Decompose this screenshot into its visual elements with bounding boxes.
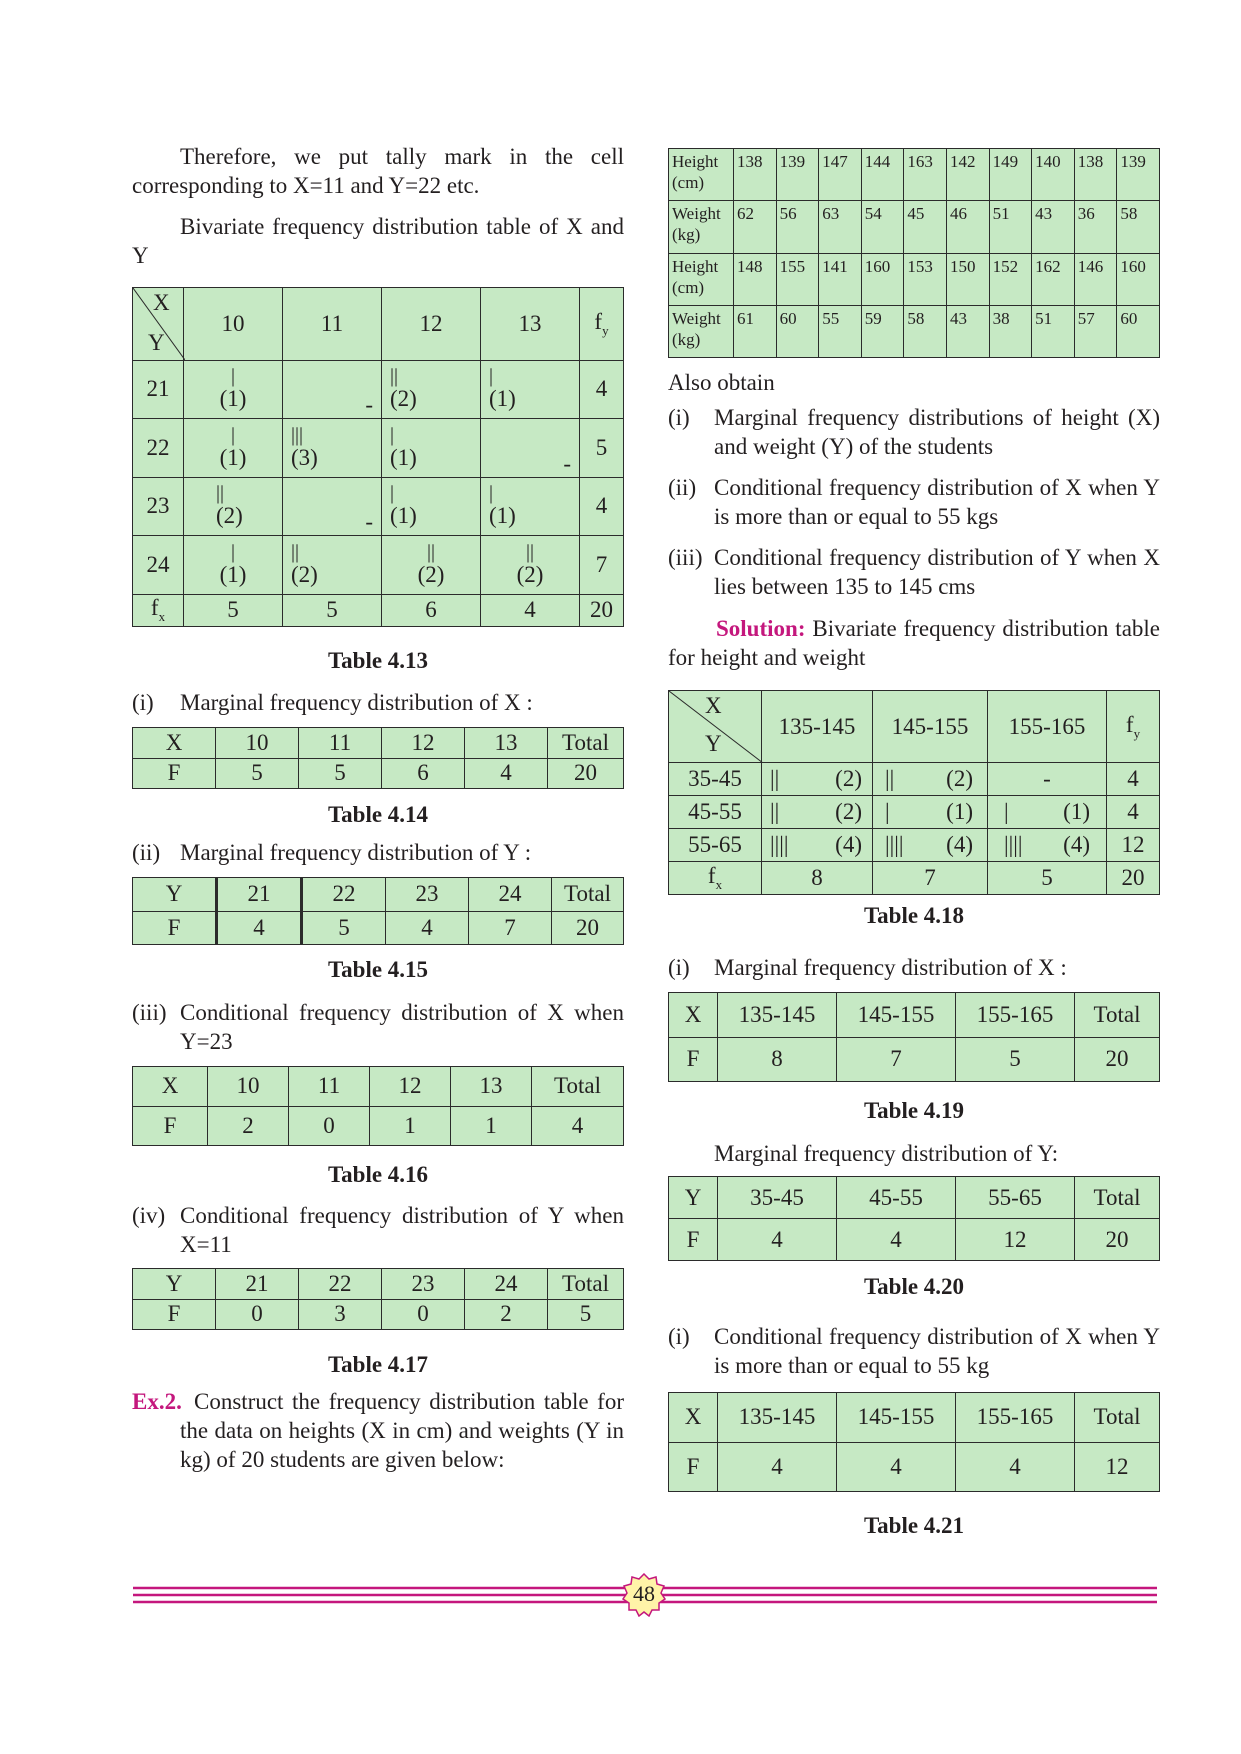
cell: 20 [552, 911, 624, 945]
fy-header [580, 288, 624, 361]
cell: Total [548, 728, 624, 759]
caption-4-17: Table 4.17 [327, 1352, 429, 1377]
cell: F [669, 1219, 718, 1261]
col-total: 5 [184, 594, 283, 626]
item-number: (iii) [668, 545, 703, 570]
cell: 139 [1117, 149, 1160, 201]
cell: 160 [1117, 253, 1160, 305]
tally-cell: || (2) [184, 477, 283, 536]
row-total: 4 [580, 360, 624, 419]
row-header: 45-55 [669, 796, 762, 829]
cell: 3 [299, 1299, 382, 1330]
cell: Total [532, 1067, 624, 1107]
cell: F [133, 758, 216, 789]
table-4-19 [668, 992, 1160, 1082]
cell: 146 [1074, 253, 1117, 305]
cell: 5 [302, 911, 386, 945]
example-text: Construct the frequency distribution table for the data on heights (X in cm) and weights (Y in kg) of 20 students are given below: [180, 1389, 624, 1472]
col-total: 4 [481, 594, 580, 626]
caption-4-21: Table 4.21 [863, 1513, 965, 1538]
tally-cell: |||| (4) [762, 829, 873, 862]
cell: 144 [861, 149, 904, 201]
cell: 135-145 [718, 993, 837, 1038]
cell: 147 [819, 149, 862, 201]
cell: 54 [861, 201, 904, 253]
cell: 148 [734, 253, 777, 305]
header-y: Y [148, 330, 165, 355]
cell: 23 [382, 1269, 465, 1300]
row-total: 12 [1107, 829, 1160, 862]
tally-cell: ||| (3) [283, 419, 382, 478]
cell: 155-165 [956, 993, 1075, 1038]
cell: 24 [465, 1269, 548, 1300]
tally-cell: || (2) [762, 763, 873, 796]
row-header: 55-65 [669, 829, 762, 862]
list-item-iii [132, 998, 624, 1058]
header-x: X [705, 693, 722, 718]
row-header: 21 [133, 360, 184, 419]
page-number-badge [622, 1573, 666, 1617]
item-text: Conditional frequency distribution of Y when X=11 [180, 1203, 624, 1257]
cell: 10 [216, 728, 299, 759]
tally-cell: || (2) [382, 536, 481, 595]
cell: 38 [989, 305, 1032, 357]
caption-4-15: Table 4.15 [327, 957, 429, 982]
cell: Total [1075, 993, 1160, 1038]
item-number: (iv) [132, 1203, 166, 1228]
cell: 5 [548, 1299, 624, 1330]
col-header: 13 [481, 288, 580, 361]
tally-cell: - [283, 477, 382, 536]
cell: 2 [465, 1299, 548, 1330]
cell: 141 [819, 253, 862, 305]
cell: 13 [451, 1067, 532, 1107]
cell: 62 [734, 201, 777, 253]
item-number: (ii) [132, 840, 161, 865]
cell: 58 [1117, 201, 1160, 253]
cell: 4 [217, 911, 302, 945]
cell: 12 [370, 1067, 451, 1107]
cell: X [133, 728, 216, 759]
row-header: 24 [133, 536, 184, 595]
list-item-i [132, 688, 624, 718]
tally-cell: |||| (4) [988, 829, 1107, 862]
item-number: (i) [668, 955, 690, 980]
cell: 57 [1074, 305, 1117, 357]
cell: 145-155 [837, 1393, 956, 1443]
cell: 55-65 [956, 1177, 1075, 1219]
bivariate-table-4-13 [132, 287, 624, 627]
cell: 162 [1032, 253, 1075, 305]
cell: 4 [837, 1442, 956, 1492]
list-item-i [668, 403, 1160, 463]
intro-paragraph-2: Bivariate frequency distribution table of X and Y [132, 214, 624, 268]
table-4-17 [132, 1268, 624, 1330]
item-number: (i) [132, 690, 154, 715]
corner-header [669, 691, 762, 763]
item-text: Conditional frequency distribution of X when Y=23 [180, 1000, 624, 1054]
caption-4-13: Table 4.13 [327, 648, 429, 673]
cell: 43 [1032, 201, 1075, 253]
list-item-i [668, 953, 1160, 983]
row-total: 7 [580, 536, 624, 595]
row-total: 5 [580, 419, 624, 478]
cell: 5 [216, 758, 299, 789]
col-header: 12 [382, 288, 481, 361]
table-4-15 [132, 877, 624, 945]
item-text: Marginal frequency distribution of Y : [180, 840, 532, 865]
tally-cell: || (2) [283, 536, 382, 595]
item-text: Marginal frequency distribution of X : [180, 690, 533, 715]
item-text: Conditional frequency distribution of Y when X lies between 135 to 145 cms [714, 545, 1160, 599]
cell: 155-165 [956, 1393, 1075, 1443]
tally-cell: | (1) [481, 360, 580, 419]
solution-text: Bivariate frequency distribution table for height and weight [668, 616, 1161, 670]
example-text-wrap [180, 1387, 624, 1474]
cell: 0 [382, 1299, 465, 1330]
cell: 4 [956, 1442, 1075, 1492]
cell: Y [133, 1269, 216, 1300]
raw-data-table [668, 148, 1160, 358]
list-item-iii [668, 543, 1160, 603]
fy-header [1107, 691, 1160, 763]
cell: 6 [382, 758, 465, 789]
cell: 24 [469, 878, 552, 912]
cell: 150 [946, 253, 989, 305]
tally-cell: | (1) [382, 477, 481, 536]
cell: F [669, 1037, 718, 1082]
row-header: 22 [133, 419, 184, 478]
also-obtain: Also obtain [668, 370, 775, 395]
tally-cell: || (2) [382, 360, 481, 419]
cell: 0 [289, 1106, 370, 1146]
cell: Weight (kg) [669, 305, 734, 357]
col-header: 135-145 [762, 691, 873, 763]
tally-cell: | (1) [184, 360, 283, 419]
cell: 0 [216, 1299, 299, 1330]
cell: F [133, 911, 217, 945]
cell: Total [1075, 1393, 1160, 1443]
fy-label: f [1125, 711, 1134, 737]
tally-cell: | (1) [988, 796, 1107, 829]
cell: 160 [861, 253, 904, 305]
cell: 4 [718, 1219, 837, 1261]
cell: 152 [989, 253, 1032, 305]
cell: 4 [465, 758, 548, 789]
tally-cell: |||| (4) [873, 829, 988, 862]
cell: Height (cm) [669, 149, 734, 201]
tally-cell: - [283, 360, 382, 419]
cell: 46 [946, 201, 989, 253]
item-text: Conditional frequency distribution of X when Y is more than or equal to 55 kg [714, 1324, 1160, 1378]
cell: 163 [904, 149, 947, 201]
row-total: 4 [1107, 763, 1160, 796]
tally-cell: || (2) [873, 763, 988, 796]
bivariate-table-4-18 [668, 690, 1160, 895]
header-x: X [153, 290, 170, 315]
caption-4-20: Table 4.20 [863, 1274, 965, 1299]
cell: 20 [548, 758, 624, 789]
caption-4-19: Table 4.19 [863, 1098, 965, 1123]
item-number: (ii) [668, 475, 697, 500]
item-number: (iii) [132, 1000, 167, 1025]
item-text: Marginal frequency distributions of height (X) and weight (Y) of the students [714, 405, 1160, 459]
col-total: 7 [873, 862, 988, 895]
cell: 56 [776, 201, 819, 253]
cell: 4 [837, 1219, 956, 1261]
cell: 135-145 [718, 1393, 837, 1443]
cell: 23 [386, 878, 469, 912]
table-4-21 [668, 1392, 1160, 1492]
list-item-i [668, 1322, 1160, 1382]
cell: 35-45 [718, 1177, 837, 1219]
col-header: 145-155 [873, 691, 988, 763]
fy-sub: y [602, 322, 609, 338]
cell: 140 [1032, 149, 1075, 201]
intro-paragraph: Therefore, we put tally mark in the cell corresponding to X=11 and Y=22 etc. [132, 144, 624, 198]
caption-4-14: Table 4.14 [327, 802, 429, 827]
cell: Y [133, 878, 217, 912]
col-header: 155-165 [988, 691, 1107, 763]
cell: 60 [1117, 305, 1160, 357]
cell: 60 [776, 305, 819, 357]
cell: 8 [718, 1037, 837, 1082]
cell: 20 [1075, 1219, 1160, 1261]
example-label: Ex.2. [132, 1389, 182, 1414]
cell: 149 [989, 149, 1032, 201]
fx-header: $f_x$ [133, 594, 184, 626]
cell: 11 [299, 728, 382, 759]
cell: 12 [382, 728, 465, 759]
tally-cell: || (2) [762, 796, 873, 829]
cell: Height (cm) [669, 253, 734, 305]
fx-header: $f_x$ [669, 862, 762, 895]
cell: 4 [386, 911, 469, 945]
header-y: Y [705, 731, 722, 756]
table-4-20 [668, 1176, 1160, 1261]
example-2 [132, 1387, 624, 1477]
col-total: 6 [382, 594, 481, 626]
list-item-iv [132, 1201, 624, 1261]
cell: 22 [299, 1269, 382, 1300]
table-4-14 [132, 727, 624, 789]
cell: Total [548, 1269, 624, 1300]
cell: 4 [718, 1442, 837, 1492]
cell: 12 [956, 1219, 1075, 1261]
tally-cell: | (1) [382, 419, 481, 478]
cell: 155 [776, 253, 819, 305]
cell: 51 [1032, 305, 1075, 357]
tally-cell: | (1) [873, 796, 988, 829]
solution-paragraph [668, 614, 1160, 672]
row-header: 23 [133, 477, 184, 536]
cell: 7 [469, 911, 552, 945]
grand-total: 20 [580, 594, 624, 626]
cell: Weight (kg) [669, 201, 734, 253]
cell: 139 [776, 149, 819, 201]
caption-4-16: Table 4.16 [327, 1162, 429, 1187]
cell: Total [1075, 1177, 1160, 1219]
col-header: 10 [184, 288, 283, 361]
cell: 58 [904, 305, 947, 357]
item-number: (i) [668, 405, 690, 430]
col-total: 5 [283, 594, 382, 626]
cell: 63 [819, 201, 862, 253]
col-header: 11 [283, 288, 382, 361]
cell: 153 [904, 253, 947, 305]
cell: 59 [861, 305, 904, 357]
cell: X [133, 1067, 208, 1107]
row-total: 4 [580, 477, 624, 536]
cell: 142 [946, 149, 989, 201]
cell: Y [669, 1177, 718, 1219]
page-number: 48 [633, 1581, 655, 1606]
col-total: 8 [762, 862, 873, 895]
col-total: 5 [988, 862, 1107, 895]
list-item-ii [668, 473, 1160, 533]
cell: 11 [289, 1067, 370, 1107]
cell: 138 [1074, 149, 1117, 201]
solution-label: Solution: [716, 616, 806, 641]
item-number: (i) [668, 1324, 690, 1349]
cell: F [133, 1299, 216, 1330]
cell: 45-55 [837, 1177, 956, 1219]
caption-4-18: Table 4.18 [863, 903, 965, 928]
cell: 22 [302, 878, 386, 912]
cell: 4 [532, 1106, 624, 1146]
tally-cell: - [988, 763, 1107, 796]
grand-total: 20 [1107, 862, 1160, 895]
cell: 61 [734, 305, 777, 357]
cell: 51 [989, 201, 1032, 253]
tally-cell: || (2) [481, 536, 580, 595]
cell: 5 [299, 758, 382, 789]
list-item-ii [132, 838, 624, 868]
cell: 21 [216, 1269, 299, 1300]
cell: 36 [1074, 201, 1117, 253]
item-text: Marginal frequency distribution of X : [714, 955, 1067, 980]
cell: X [669, 1393, 718, 1443]
cell: 55 [819, 305, 862, 357]
marginal-y-heading: Marginal frequency distribution of Y: [714, 1141, 1059, 1166]
cell: 2 [208, 1106, 289, 1146]
corner-header [133, 288, 184, 361]
cell: 145-155 [837, 993, 956, 1038]
cell: 45 [904, 201, 947, 253]
cell: 1 [451, 1106, 532, 1146]
cell: 10 [208, 1067, 289, 1107]
cell: Total [552, 878, 624, 912]
item-text: Conditional frequency distribution of X when Y is more than or equal to 55 kgs [714, 475, 1160, 529]
cell: 138 [734, 149, 777, 201]
cell: F [133, 1106, 208, 1146]
fy-label: f [594, 308, 603, 334]
cell: 21 [217, 878, 302, 912]
tally-cell: | (1) [481, 477, 580, 536]
cell: 5 [956, 1037, 1075, 1082]
cell: 20 [1075, 1037, 1160, 1082]
cell: F [669, 1442, 718, 1492]
tally-cell: | (1) [184, 536, 283, 595]
row-header: 35-45 [669, 763, 762, 796]
fy-sub: y [1133, 725, 1141, 741]
cell: 1 [370, 1106, 451, 1146]
cell: 7 [837, 1037, 956, 1082]
row-total: 4 [1107, 796, 1160, 829]
cell: 12 [1075, 1442, 1160, 1492]
tally-cell: - [481, 419, 580, 478]
cell: X [669, 993, 718, 1038]
tally-cell: | (1) [184, 419, 283, 478]
table-4-16 [132, 1066, 624, 1146]
cell: 13 [465, 728, 548, 759]
cell: 43 [946, 305, 989, 357]
